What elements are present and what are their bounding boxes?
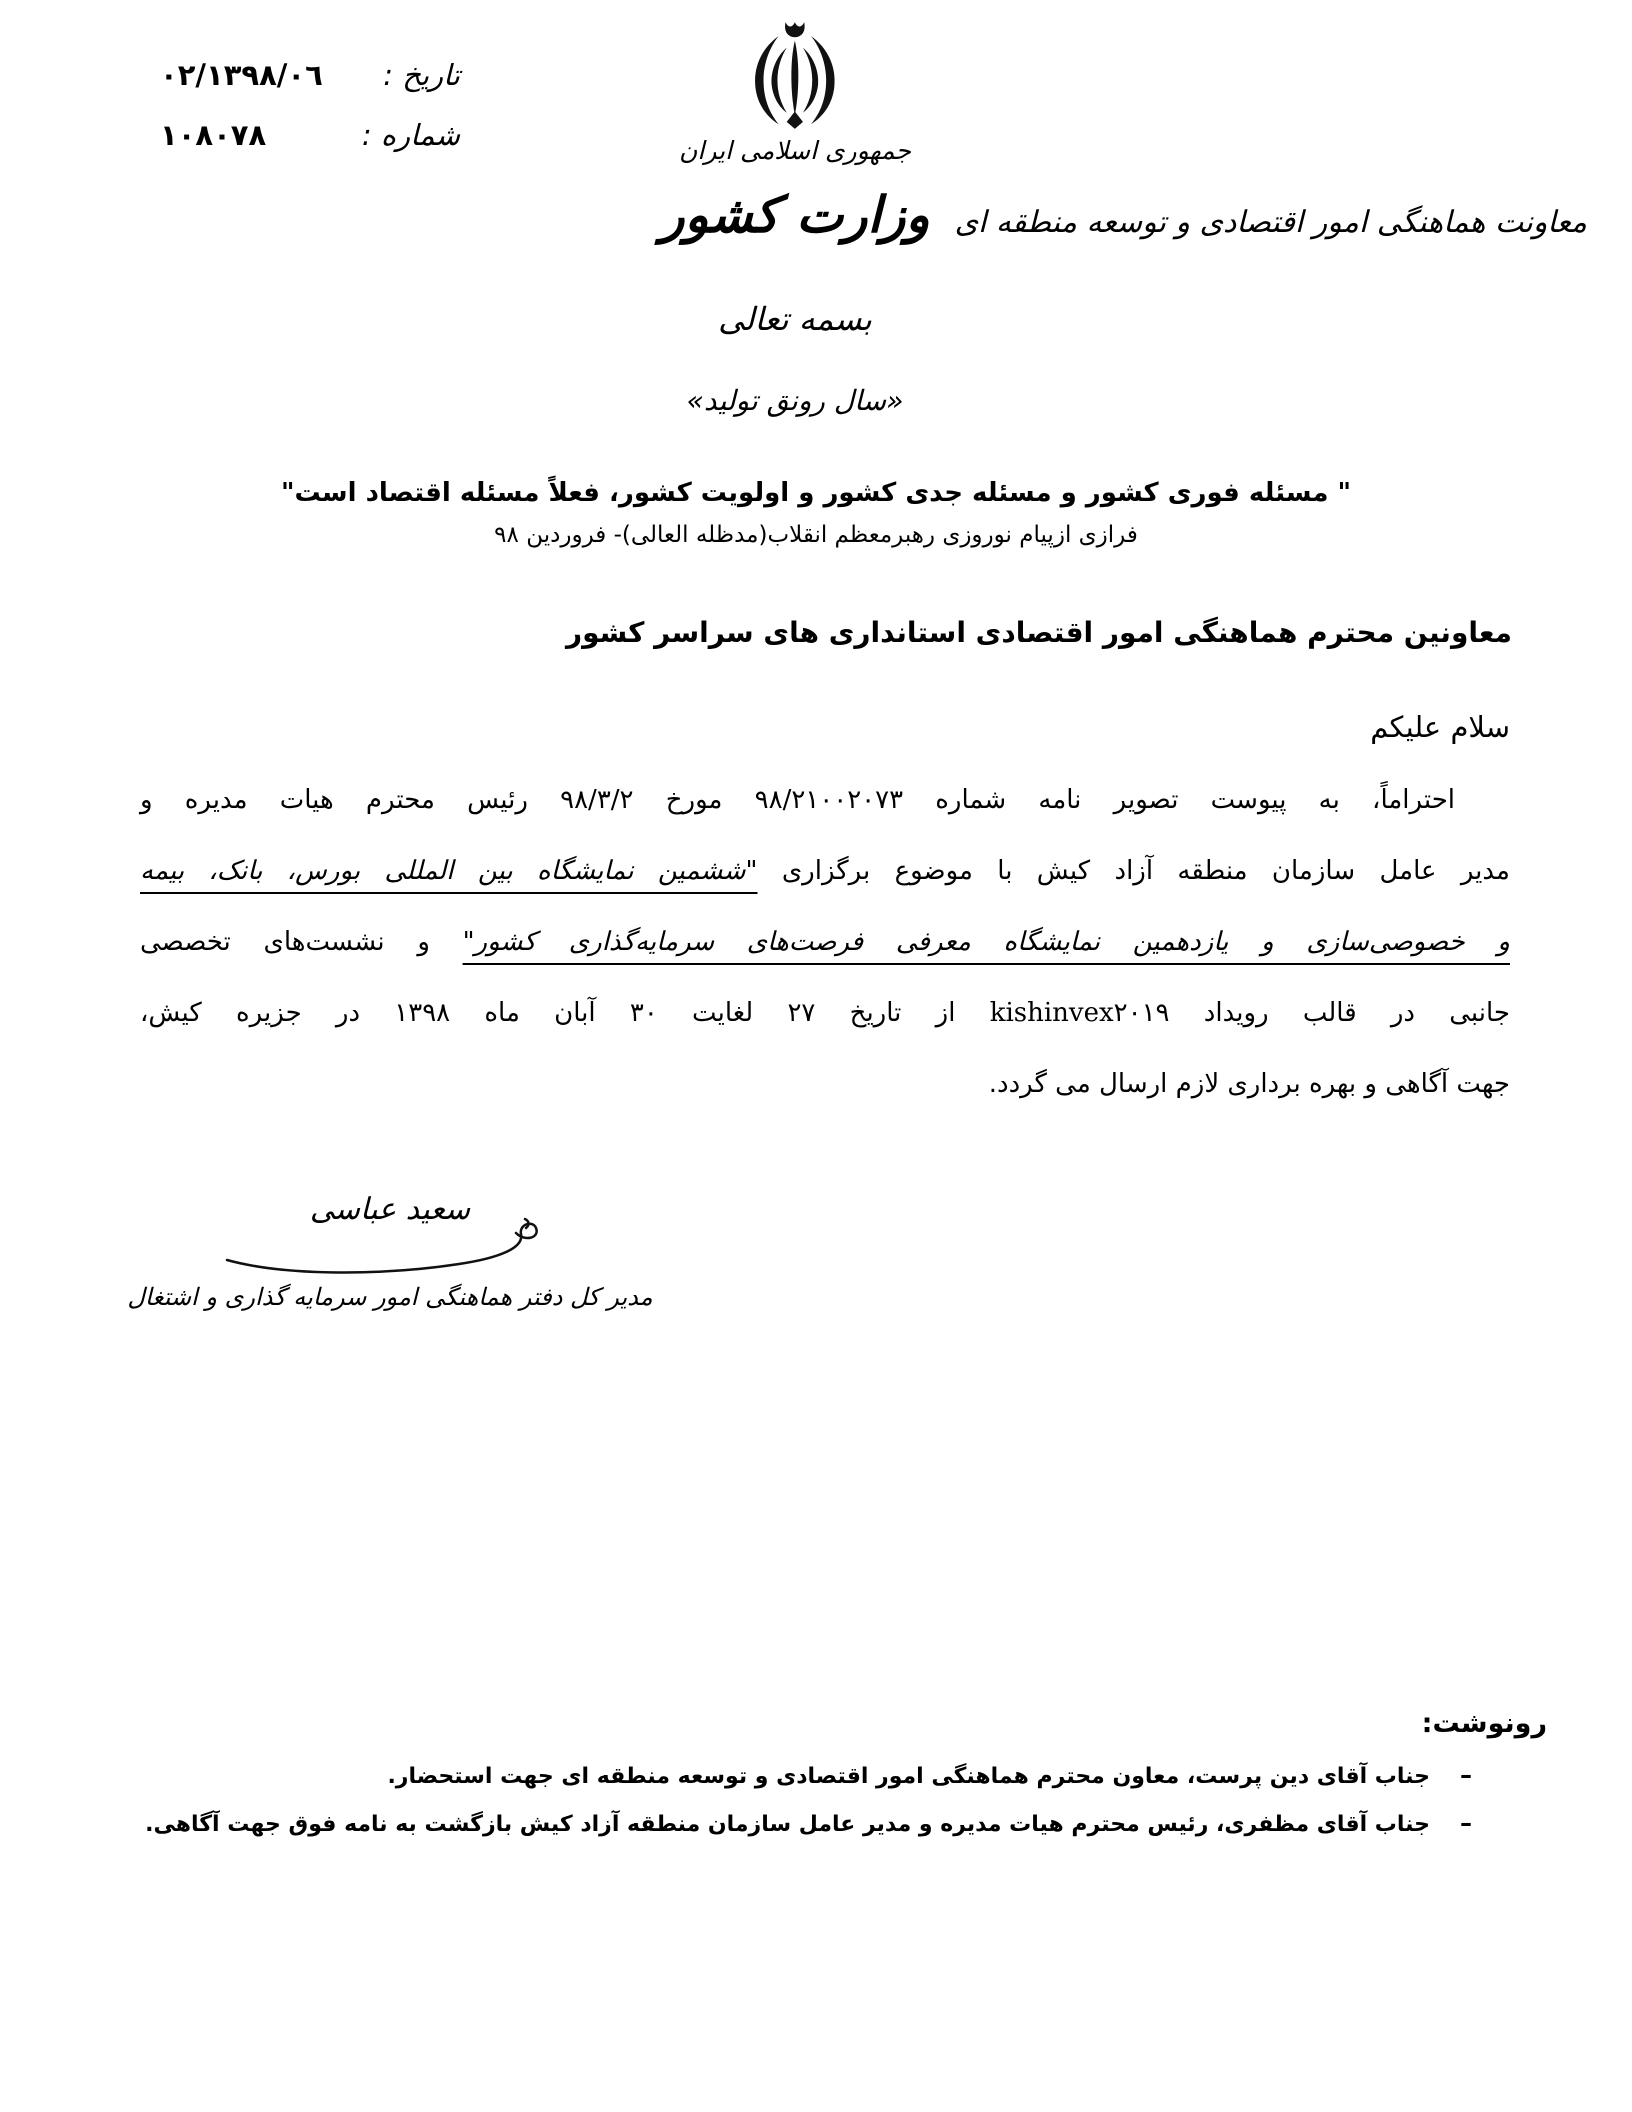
quote-text: " مسئله فوری کشور و مسئله جدی کشور و اولویت کشور، فعلاً مسئله اقتصاد است" [280,478,1352,508]
cc-item-2 [145,1809,1547,1837]
body-line-3 [140,912,1510,983]
signer-title: مدیر کل دفتر هماهنگی امور سرمایه گذاری و اشتغال [127,1283,653,1311]
cc-item-1 [150,1761,1547,1789]
date-row [160,58,460,92]
number-value: ۱۰۸۰۷۸ [160,118,267,152]
number-row [160,118,460,152]
date-value: ۱۳۹۸/۰٦/۰۲ [160,58,323,92]
year-slogan: «سال رونق تولید» [686,384,904,417]
exhibition-title-part-2: و خصوصی‌سازی و یازدهمین نمایشگاه معرفی فرصت‌های سرمایه‌گذاری کشور" [462,927,1510,957]
signature-block [110,1192,670,1311]
body-line-4-post: از تاریخ ۲۷ لغایت ۳۰ آبان ماه ۱۳۹۸ در جزیره کیش، [140,998,990,1028]
exhibition-title-part-1: "ششمین نمایشگاه بین المللی بورس، بانک، بیمه [140,856,758,886]
recipient-line: معاونین محترم هماهنگی امور اقتصادی استانداری های سراسر کشور [565,616,1512,649]
body-line-5 [140,1054,1510,1125]
cc-dash-2: – [1460,1809,1472,1837]
cc-item-2-text: جناب آقای مظفری، رئیس محترم هیات مدیره و مدیر عامل سازمان منطقه آزاد کیش بازگشت به نامه فوق جهت آگاهی. [145,1812,1430,1837]
bismillah: بسمه تعالی [718,300,872,338]
body-line-2 [140,841,1510,912]
body-line-4-pre: جانبی در قالب رویداد [1169,998,1511,1028]
quote-source: فرازی ازپیام نوروزی رهبرمعظم انقلاب(مدظله العالی)- فروردین ۹۸ [494,522,1138,548]
cc-item-1-text: جناب آقای دین پرست، معاون محترم هماهنگی امور اقتصادی و توسعه منطقه ای جهت استحضار. [387,1764,1430,1789]
country-name: جمهوری اسلامی ایران [679,136,911,165]
cc-heading: رونوشت: [1421,1708,1547,1739]
letter-body [140,770,1510,1125]
date-label: تاریخ : [383,58,460,92]
number-label: شماره : [361,118,460,152]
cc-block [145,1708,1547,1857]
body-line-4 [140,983,1510,1054]
body-line-2-text: مدیر عامل سازمان منطقه آزاد کیش با موضوع برگزاری [757,856,1510,886]
body-line-5-text: جهت آگاهی و بهره برداری لازم ارسال می گردد. [988,1069,1510,1099]
body-line-1 [140,770,1510,841]
ministry-name: وزارت کشور [660,186,930,244]
cc-dash-1: – [1460,1761,1472,1789]
leader-quote [216,478,1416,548]
signer-name: سعید عباسی [309,1192,471,1227]
event-name: kishinvex۲۰۱۹ [989,998,1170,1028]
greeting: سلام علیکم [1370,710,1510,744]
deputy-title: معاونت هماهنگی امور اقتصادی و توسعه منطقه ای [954,205,1587,240]
reference-block [160,58,460,178]
body-line-3-text: و نشست‌های تخصصی [140,927,463,957]
body-line-1-text: احتراماً، به پیوست تصویر نامه شماره ۹۸/۲۱۰۰۲۰۷۳ مورخ ۹۸/۳/۲ رئیس محترم هیات مدیره و [140,785,1456,815]
iran-national-emblem-icon [738,20,854,138]
